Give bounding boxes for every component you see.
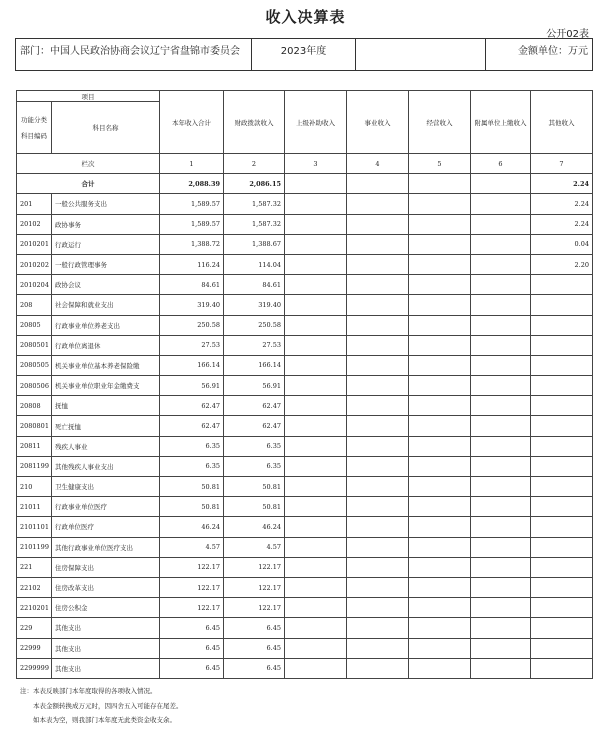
table-row	[17, 275, 593, 295]
table-row	[17, 598, 593, 618]
cell	[285, 638, 347, 658]
footnotes	[20, 684, 183, 728]
cell	[347, 416, 409, 436]
total-income-value: 6.35	[160, 456, 224, 476]
col-business-income: 事业收入	[347, 91, 409, 154]
col-index: 1	[160, 154, 224, 174]
cell	[471, 376, 531, 396]
total-c7: 2.24	[531, 174, 593, 194]
other-income-value	[531, 436, 593, 456]
cell	[347, 638, 409, 658]
subject-name: 社会保障和就业支出	[52, 295, 160, 315]
subject-name: 政协会议	[52, 275, 160, 295]
fiscal-income-value: 4.57	[224, 537, 285, 557]
table-row	[17, 638, 593, 658]
fiscal-income-value: 319.40	[224, 295, 285, 315]
subject-name: 其他行政事业单位医疗支出	[52, 537, 160, 557]
total-income-value: 319.40	[160, 295, 224, 315]
total-income-value: 6.45	[160, 638, 224, 658]
subject-name: 行政单位离退休	[52, 335, 160, 355]
header-info-table	[15, 38, 593, 71]
fiscal-income-value: 122.17	[224, 557, 285, 577]
total-income-value: 50.81	[160, 497, 224, 517]
other-income-value	[531, 577, 593, 597]
cell	[409, 456, 471, 476]
subject-name: 住房公积金	[52, 598, 160, 618]
col-fiscal-income: 财政拨款收入	[224, 91, 285, 154]
cell	[471, 517, 531, 537]
cell	[347, 456, 409, 476]
subject-code: 20811	[17, 436, 52, 456]
cell	[409, 517, 471, 537]
cell	[347, 517, 409, 537]
cell	[347, 537, 409, 557]
table-row	[17, 214, 593, 234]
cell	[347, 315, 409, 335]
total-row	[17, 174, 593, 194]
cell	[285, 557, 347, 577]
cell	[471, 618, 531, 638]
cell	[347, 598, 409, 618]
table-row	[17, 618, 593, 638]
cell	[471, 416, 531, 436]
cell	[471, 295, 531, 315]
subject-name: 其他支出	[52, 658, 160, 678]
other-income-value: 2.24	[531, 194, 593, 214]
subject-name: 机关事业单位基本养老保险缴	[52, 355, 160, 375]
subject-code: 2210201	[17, 598, 52, 618]
cell	[409, 557, 471, 577]
subject-code: 2080801	[17, 416, 52, 436]
table-row	[17, 315, 593, 335]
subject-name: 卫生健康支出	[52, 477, 160, 497]
fiscal-income-value: 62.47	[224, 396, 285, 416]
subject-code: 2080501	[17, 335, 52, 355]
cell	[285, 315, 347, 335]
fiscal-income-value: 114.04	[224, 254, 285, 274]
cell	[347, 658, 409, 678]
cell	[409, 396, 471, 416]
subject-code: 210	[17, 477, 52, 497]
cell	[285, 477, 347, 497]
fiscal-income-value: 6.45	[224, 638, 285, 658]
table-row	[17, 376, 593, 396]
cell	[409, 477, 471, 497]
cell	[409, 194, 471, 214]
header-spacer	[356, 39, 486, 71]
page-title: 收入决算表	[265, 8, 346, 26]
col-index: 4	[347, 154, 409, 174]
cell	[471, 315, 531, 335]
total-income-value: 50.81	[160, 477, 224, 497]
cell	[409, 174, 471, 194]
cell	[409, 295, 471, 315]
total-income-value: 6.45	[160, 658, 224, 678]
department-label: 部门：中国人民政治协商会议辽宁省盘锦市委员会	[16, 39, 252, 71]
cell	[471, 477, 531, 497]
cell	[471, 537, 531, 557]
cell	[347, 436, 409, 456]
cell	[285, 577, 347, 597]
note-line: 注：本表反映部门本年度取得的各项收入情况。	[20, 687, 157, 695]
cell	[409, 214, 471, 234]
cell	[347, 214, 409, 234]
cell	[285, 658, 347, 678]
subject-name: 其他支出	[52, 638, 160, 658]
fiscal-income-value: 1,587.32	[224, 194, 285, 214]
cell	[347, 295, 409, 315]
other-income-value	[531, 295, 593, 315]
subject-code: 229	[17, 618, 52, 638]
subject-code: 2010204	[17, 275, 52, 295]
cell	[409, 577, 471, 597]
cell	[409, 436, 471, 456]
cell	[409, 638, 471, 658]
cell	[285, 254, 347, 274]
table-row	[17, 416, 593, 436]
table-row	[17, 477, 593, 497]
subject-code: 20808	[17, 396, 52, 416]
subject-name: 一般公共服务支出	[52, 194, 160, 214]
subject-code: 22102	[17, 577, 52, 597]
cell	[347, 254, 409, 274]
cell	[347, 335, 409, 355]
subject-code: 20805	[17, 315, 52, 335]
amount-unit: 金额单位：万元	[486, 39, 593, 71]
total-income-value: 1,589.57	[160, 194, 224, 214]
cell	[409, 376, 471, 396]
table-row	[17, 537, 593, 557]
subject-code: 2010202	[17, 254, 52, 274]
cell	[347, 618, 409, 638]
total-income-value: 116.24	[160, 254, 224, 274]
total-income-value: 122.17	[160, 557, 224, 577]
cell	[471, 275, 531, 295]
fiscal-income-value: 62.47	[224, 416, 285, 436]
cell	[285, 335, 347, 355]
other-income-value	[531, 416, 593, 436]
cell	[347, 376, 409, 396]
fiscal-income-value: 166.14	[224, 355, 285, 375]
cell	[285, 396, 347, 416]
cell	[347, 194, 409, 214]
cell	[347, 355, 409, 375]
subject-name: 其他残疾人事业支出	[52, 456, 160, 476]
subject-code: 2081199	[17, 456, 52, 476]
fiscal-year: 2023年度	[252, 39, 356, 71]
table-row	[17, 497, 593, 517]
subject-code: 2299999	[17, 658, 52, 678]
fiscal-income-value: 27.53	[224, 335, 285, 355]
subject-name: 住房保障支出	[52, 557, 160, 577]
total-income-value: 62.47	[160, 416, 224, 436]
other-income-value	[531, 396, 593, 416]
cell	[409, 275, 471, 295]
other-income-value	[531, 315, 593, 335]
col-index: 5	[409, 154, 471, 174]
cell	[347, 275, 409, 295]
total-income-value: 6.45	[160, 618, 224, 638]
col-index: 2	[224, 154, 285, 174]
other-income-value	[531, 275, 593, 295]
fiscal-income-value: 50.81	[224, 477, 285, 497]
cell	[471, 436, 531, 456]
other-income-value	[531, 658, 593, 678]
other-income-value	[531, 557, 593, 577]
other-income-value: 0.04	[531, 234, 593, 254]
other-income-value: 2.24	[531, 214, 593, 234]
cell	[471, 638, 531, 658]
subject-code: 2080506	[17, 376, 52, 396]
total-income-value: 46.24	[160, 517, 224, 537]
total-income-value: 166.14	[160, 355, 224, 375]
subject-name: 行政运行	[52, 234, 160, 254]
name-header: 科目名称	[52, 102, 160, 154]
total-income-value: 4.57	[160, 537, 224, 557]
total-income-value: 1,589.57	[160, 214, 224, 234]
cell	[471, 335, 531, 355]
cell	[285, 234, 347, 254]
fiscal-income-value: 122.17	[224, 598, 285, 618]
cell	[347, 234, 409, 254]
col-superior-subsidy: 上级补助收入	[285, 91, 347, 154]
subject-name: 死亡抚恤	[52, 416, 160, 436]
col-index: 3	[285, 154, 347, 174]
total-c2: 2,086.15	[224, 174, 285, 194]
cell	[471, 598, 531, 618]
subject-name: 抚恤	[52, 396, 160, 416]
cell	[471, 214, 531, 234]
table-row	[17, 355, 593, 375]
cell	[285, 456, 347, 476]
cell	[285, 436, 347, 456]
subject-code: 201	[17, 194, 52, 214]
cell	[285, 194, 347, 214]
other-income-value	[531, 477, 593, 497]
cell	[471, 174, 531, 194]
cell	[409, 315, 471, 335]
subject-code: 221	[17, 557, 52, 577]
cell	[471, 234, 531, 254]
subject-name: 行政事业单位医疗	[52, 497, 160, 517]
table-row	[17, 517, 593, 537]
subject-name: 残疾人事业	[52, 436, 160, 456]
total-income-value: 62.47	[160, 396, 224, 416]
fiscal-income-value: 1,388.67	[224, 234, 285, 254]
subject-name: 行政事业单位养老支出	[52, 315, 160, 335]
cell	[471, 658, 531, 678]
fiscal-income-value: 1,587.32	[224, 214, 285, 234]
cell	[409, 658, 471, 678]
table-row	[17, 234, 593, 254]
other-income-value	[531, 598, 593, 618]
subject-code: 2101101	[17, 517, 52, 537]
col-operating-income: 经营收入	[409, 91, 471, 154]
cell	[471, 577, 531, 597]
other-income-value	[531, 618, 593, 638]
other-income-value	[531, 355, 593, 375]
cell	[471, 254, 531, 274]
total-c1: 2,088.39	[160, 174, 224, 194]
subject-code: 208	[17, 295, 52, 315]
note-line: 如本表为空，则我部门本年度无此类资金收支余。	[33, 716, 176, 724]
other-income-value	[531, 638, 593, 658]
total-income-value: 122.17	[160, 577, 224, 597]
cell	[409, 598, 471, 618]
cell	[347, 557, 409, 577]
table-row	[17, 456, 593, 476]
other-income-value	[531, 456, 593, 476]
table-row	[17, 436, 593, 456]
income-table	[16, 90, 593, 679]
cell	[347, 577, 409, 597]
table-row	[17, 254, 593, 274]
subject-code: 2101199	[17, 537, 52, 557]
subject-name: 其他支出	[52, 618, 160, 638]
other-income-value	[531, 497, 593, 517]
fiscal-income-value: 6.45	[224, 658, 285, 678]
subject-name: 住房改革支出	[52, 577, 160, 597]
other-income-value: 2.20	[531, 254, 593, 274]
note-line: 本表金额转换成万元时，因四舍五入可能存在尾差。	[33, 701, 183, 710]
total-income-value: 122.17	[160, 598, 224, 618]
table-row	[17, 577, 593, 597]
other-income-value	[531, 376, 593, 396]
total-income-value: 84.61	[160, 275, 224, 295]
col-affiliated-income: 附属单位上缴收入	[471, 91, 531, 154]
fiscal-income-value: 46.24	[224, 517, 285, 537]
cell	[347, 396, 409, 416]
cell	[409, 416, 471, 436]
subject-code: 22999	[17, 638, 52, 658]
subject-name: 行政单位医疗	[52, 517, 160, 537]
col-other-income: 其他收入	[531, 91, 593, 154]
cell	[285, 598, 347, 618]
form-number: 公开02表	[546, 29, 589, 40]
cell	[471, 396, 531, 416]
code-header: 功能分类科目编码	[17, 102, 52, 154]
fiscal-income-value: 6.35	[224, 436, 285, 456]
total-label: 合计	[17, 174, 160, 194]
table-row	[17, 658, 593, 678]
fiscal-income-value: 56.91	[224, 376, 285, 396]
cell	[285, 355, 347, 375]
cell	[471, 355, 531, 375]
cell	[285, 376, 347, 396]
other-income-value	[531, 537, 593, 557]
total-income-value: 6.35	[160, 436, 224, 456]
cell	[409, 497, 471, 517]
table-row	[17, 295, 593, 315]
subject-name: 机关事业单位职业年金缴费支	[52, 376, 160, 396]
cell	[471, 557, 531, 577]
fiscal-income-value: 6.35	[224, 456, 285, 476]
cell	[409, 254, 471, 274]
fiscal-income-value: 122.17	[224, 577, 285, 597]
table-row	[17, 194, 593, 214]
col-total-income: 本年收入合计	[160, 91, 224, 154]
fiscal-income-value: 250.58	[224, 315, 285, 335]
cell	[409, 355, 471, 375]
subject-code: 20102	[17, 214, 52, 234]
total-income-value: 250.58	[160, 315, 224, 335]
subject-code: 2010201	[17, 234, 52, 254]
other-income-value	[531, 335, 593, 355]
subject-name: 一般行政管理事务	[52, 254, 160, 274]
col-index: 7	[531, 154, 593, 174]
fiscal-income-value: 6.45	[224, 618, 285, 638]
subject-code: 21011	[17, 497, 52, 517]
cell	[347, 477, 409, 497]
fiscal-income-value: 50.81	[224, 497, 285, 517]
cell	[285, 537, 347, 557]
cell	[285, 618, 347, 638]
subject-name: 政协事务	[52, 214, 160, 234]
other-income-value	[531, 517, 593, 537]
cell	[347, 174, 409, 194]
total-income-value: 56.91	[160, 376, 224, 396]
cell	[409, 618, 471, 638]
total-income-value: 1,388.72	[160, 234, 224, 254]
row-number-label: 栏次	[17, 154, 160, 174]
cell	[285, 416, 347, 436]
cell	[471, 497, 531, 517]
cell	[285, 214, 347, 234]
cell	[285, 517, 347, 537]
item-header: 项目	[17, 91, 160, 102]
cell	[409, 234, 471, 254]
total-income-value: 27.53	[160, 335, 224, 355]
cell	[471, 456, 531, 476]
cell	[347, 497, 409, 517]
cell	[285, 174, 347, 194]
cell	[285, 275, 347, 295]
table-row	[17, 396, 593, 416]
cell	[409, 335, 471, 355]
cell	[285, 497, 347, 517]
table-row	[17, 335, 593, 355]
subject-code: 2080505	[17, 355, 52, 375]
col-index: 6	[471, 154, 531, 174]
cell	[471, 194, 531, 214]
cell	[285, 295, 347, 315]
table-row	[17, 557, 593, 577]
cell	[409, 537, 471, 557]
fiscal-income-value: 84.61	[224, 275, 285, 295]
